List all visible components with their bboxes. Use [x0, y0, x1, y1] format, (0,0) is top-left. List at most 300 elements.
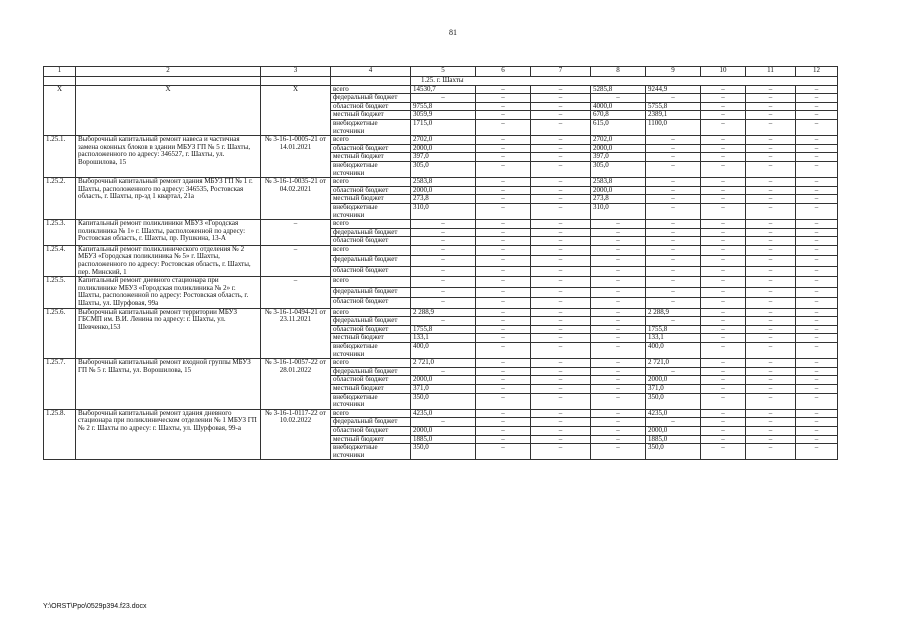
value-cell: –	[531, 119, 591, 135]
value-cell: –	[476, 376, 531, 385]
column-header: 10	[701, 67, 746, 77]
value-cell: –	[531, 393, 591, 409]
value-cell: –	[476, 220, 531, 229]
value-cell: –	[746, 203, 796, 219]
value-cell: 4000,0	[591, 102, 646, 111]
value-cell: –	[476, 384, 531, 393]
value-cell: –	[796, 186, 838, 195]
value-cell: –	[746, 220, 796, 229]
funding-source: всего	[331, 220, 411, 229]
value-cell: –	[476, 367, 531, 376]
column-header: 5	[411, 67, 476, 77]
value-cell: –	[746, 178, 796, 187]
value-cell: –	[591, 245, 646, 255]
value-cell: –	[746, 334, 796, 343]
value-cell: 273,8	[411, 195, 476, 204]
value-cell: –	[746, 298, 796, 308]
value-cell: 305,0	[591, 161, 646, 177]
value-cell: –	[531, 384, 591, 393]
funding-source: всего	[331, 409, 411, 418]
value-cell: –	[411, 220, 476, 229]
funding-source: всего	[331, 178, 411, 187]
value-cell: –	[411, 266, 476, 276]
value-cell: –	[746, 256, 796, 266]
value-cell: –	[476, 153, 531, 162]
value-cell: –	[701, 228, 746, 237]
value-cell: –	[476, 325, 531, 334]
table-body	[44, 67, 838, 460]
value-cell: 1755,8	[411, 325, 476, 334]
value-cell: –	[746, 435, 796, 444]
value-cell: –	[531, 228, 591, 237]
value-cell: –	[646, 94, 701, 103]
value-cell: –	[531, 325, 591, 334]
value-cell: –	[796, 85, 838, 94]
value-cell: –	[476, 102, 531, 111]
value-cell: –	[701, 111, 746, 120]
column-header: 2	[76, 67, 261, 77]
value-cell: 133,1	[411, 334, 476, 343]
value-cell: –	[746, 367, 796, 376]
value-cell: 2 288,9	[411, 308, 476, 317]
value-cell: 350,0	[411, 393, 476, 409]
value-cell: –	[531, 161, 591, 177]
value-cell: –	[646, 186, 701, 195]
value-cell: 14530,7	[411, 85, 476, 94]
value-cell: –	[531, 359, 591, 368]
funding-source: областной бюджет	[331, 376, 411, 385]
value-cell: –	[746, 153, 796, 162]
value-cell: –	[796, 444, 838, 460]
funding-source: всего	[331, 359, 411, 368]
value-cell: –	[646, 266, 701, 276]
value-cell: –	[531, 220, 591, 229]
value-cell: –	[591, 220, 646, 229]
funding-source: областной бюджет	[331, 298, 411, 308]
value-cell: –	[746, 119, 796, 135]
value-cell: –	[646, 195, 701, 204]
value-cell: –	[646, 136, 701, 145]
value-cell: –	[531, 277, 591, 287]
value-cell: –	[746, 287, 796, 297]
value-cell: –	[531, 376, 591, 385]
value-cell: –	[796, 256, 838, 266]
value-cell: –	[411, 367, 476, 376]
value-cell: –	[796, 220, 838, 229]
value-cell: –	[411, 418, 476, 427]
value-cell: –	[796, 343, 838, 359]
item-description: Выборочный капитальный ремонт навеса и частичная замена оконных блоков в здании МБУЗ ГП № 5 г. Шахты, расположенного по адресу: 346527, г. Шахты, ул. Ворошилова, 15	[76, 136, 261, 178]
value-cell: –	[531, 298, 591, 308]
item-number: 1.25.2.	[44, 178, 76, 220]
value-cell: –	[646, 228, 701, 237]
column-header: 8	[591, 67, 646, 77]
value-cell: 310,0	[591, 203, 646, 219]
value-cell: –	[746, 393, 796, 409]
column-header: 7	[531, 67, 591, 77]
table-row	[44, 245, 838, 255]
value-cell: –	[531, 136, 591, 145]
item-description: Капитальный ремонт дневного стационара при поликлинике МБУЗ «Городская поликлиника № 2» г. Шахты, расположенной по адресу: Ростовская область, г. Шахты, ул. Шурфовая, 99а	[76, 277, 261, 308]
table-row	[44, 409, 838, 418]
value-cell: –	[796, 393, 838, 409]
value-cell: –	[411, 298, 476, 308]
value-cell: –	[531, 203, 591, 219]
value-cell: –	[476, 287, 531, 297]
value-cell: –	[531, 153, 591, 162]
table-row	[44, 85, 838, 94]
value-cell: –	[796, 426, 838, 435]
value-cell: 2000,0	[411, 186, 476, 195]
value-cell: –	[531, 334, 591, 343]
value-cell: –	[701, 178, 746, 187]
funding-source: областной бюджет	[331, 266, 411, 276]
value-cell: –	[746, 94, 796, 103]
value-cell: –	[591, 435, 646, 444]
item-description: Капитальный ремонт поликлиники МБУЗ «Городская поликлиника № 1» г. Шахты, расположенной по адресу: Ростовская область, г. Шахты, пр. Пушкина, 13-А	[76, 220, 261, 246]
value-cell: –	[531, 308, 591, 317]
value-cell: –	[476, 444, 531, 460]
value-cell: –	[476, 237, 531, 246]
value-cell: –	[646, 277, 701, 287]
value-cell: –	[746, 444, 796, 460]
value-cell: –	[411, 277, 476, 287]
funding-source: местный бюджет	[331, 111, 411, 120]
column-header: 1	[44, 67, 76, 77]
value-cell: –	[796, 245, 838, 255]
value-cell: –	[646, 237, 701, 246]
item-document: –	[261, 277, 331, 308]
item-document: № 3-16-1-0494-21 от 23.11.2021	[261, 308, 331, 359]
value-cell: –	[646, 298, 701, 308]
value-cell: –	[646, 317, 701, 326]
value-cell: 397,0	[591, 153, 646, 162]
value-cell: –	[701, 384, 746, 393]
funding-source: областной бюджет	[331, 325, 411, 334]
value-cell: –	[531, 317, 591, 326]
item-number: 1.25.6.	[44, 308, 76, 359]
value-cell: 2 721,0	[646, 359, 701, 368]
value-cell: –	[591, 256, 646, 266]
value-cell: –	[701, 256, 746, 266]
value-cell: –	[476, 308, 531, 317]
item-number: 1.25.1.	[44, 136, 76, 178]
value-cell: –	[591, 298, 646, 308]
funding-source: федеральный бюджет	[331, 287, 411, 297]
value-cell: –	[746, 376, 796, 385]
value-cell: –	[646, 287, 701, 297]
value-cell: –	[476, 334, 531, 343]
value-cell: –	[531, 266, 591, 276]
value-cell: –	[531, 409, 591, 418]
funding-source: федеральный бюджет	[331, 94, 411, 103]
value-cell: –	[476, 245, 531, 255]
value-cell: 273,8	[591, 195, 646, 204]
item-description: Капитальный ремонт поликлинического отделения № 2 МБУЗ «Городская поликлиника № 5» г. Шахты, расположенного по адресу: Ростовская область, г. Шахты, пер. Минский, 1	[76, 245, 261, 276]
value-cell: –	[796, 367, 838, 376]
funding-source: федеральный бюджет	[331, 317, 411, 326]
value-cell: 305,0	[411, 161, 476, 177]
value-cell: –	[531, 195, 591, 204]
value-cell: –	[701, 186, 746, 195]
value-cell: –	[531, 256, 591, 266]
funding-source: внебюджетные источники	[331, 161, 411, 177]
value-cell: –	[531, 426, 591, 435]
value-cell: 371,0	[411, 384, 476, 393]
value-cell: –	[531, 237, 591, 246]
column-header: 9	[646, 67, 701, 77]
value-cell: 9755,8	[411, 102, 476, 111]
page-number: 81	[449, 28, 457, 37]
value-cell: –	[476, 228, 531, 237]
value-cell: 5755,8	[646, 102, 701, 111]
value-cell: –	[701, 376, 746, 385]
funding-source: областной бюджет	[331, 144, 411, 153]
value-cell: 1885,0	[411, 435, 476, 444]
value-cell: –	[746, 195, 796, 204]
value-cell: –	[646, 367, 701, 376]
funding-source: внебюджетные источники	[331, 203, 411, 219]
funding-source: всего	[331, 136, 411, 145]
value-cell: –	[531, 435, 591, 444]
item-document: № 3-16-1-0057-22 от 28.01.2022	[261, 359, 331, 410]
value-cell: –	[746, 359, 796, 368]
value-cell: –	[796, 178, 838, 187]
value-cell: –	[796, 94, 838, 103]
value-cell: –	[591, 287, 646, 297]
value-cell: –	[476, 203, 531, 219]
value-cell: –	[476, 409, 531, 418]
item-number: 1.25.5.	[44, 277, 76, 308]
value-cell: –	[476, 161, 531, 177]
section-title-row	[44, 77, 838, 86]
value-cell: –	[701, 409, 746, 418]
value-cell: –	[746, 228, 796, 237]
value-cell: 4235,0	[646, 409, 701, 418]
value-cell: –	[476, 144, 531, 153]
value-cell: –	[411, 317, 476, 326]
value-cell: –	[701, 298, 746, 308]
value-cell: –	[591, 409, 646, 418]
value-cell: –	[796, 102, 838, 111]
value-cell: –	[476, 343, 531, 359]
value-cell: –	[701, 435, 746, 444]
value-cell: –	[476, 359, 531, 368]
column-header: 4	[331, 67, 411, 77]
funding-source: местный бюджет	[331, 384, 411, 393]
value-cell: –	[531, 418, 591, 427]
value-cell: –	[591, 359, 646, 368]
value-cell: –	[746, 384, 796, 393]
item-document: Х	[261, 85, 331, 136]
item-number: 1.25.8.	[44, 409, 76, 460]
value-cell: –	[646, 256, 701, 266]
value-cell: –	[701, 245, 746, 255]
value-cell: –	[476, 256, 531, 266]
column-header: 12	[796, 67, 838, 77]
value-cell: –	[531, 367, 591, 376]
funding-source: внебюджетные источники	[331, 343, 411, 359]
value-cell: –	[476, 426, 531, 435]
value-cell: –	[701, 119, 746, 135]
funding-source: федеральный бюджет	[331, 367, 411, 376]
value-cell: –	[746, 111, 796, 120]
funding-source: внебюджетные источники	[331, 444, 411, 460]
value-cell: –	[476, 317, 531, 326]
value-cell: 350,0	[646, 393, 701, 409]
value-cell: –	[531, 144, 591, 153]
value-cell: –	[746, 308, 796, 317]
funding-source: всего	[331, 245, 411, 255]
value-cell: –	[746, 266, 796, 276]
value-cell: –	[746, 245, 796, 255]
value-cell: –	[701, 308, 746, 317]
item-number: X	[44, 85, 76, 136]
value-cell: –	[746, 136, 796, 145]
item-description: Выборочный капитальный ремонт здания МБУЗ ГП № 1 г. Шахты, расположенного по адресу: 346535, Ростовская область, г. Шахты, пр-зд 1 квартал, 21а	[76, 178, 261, 220]
value-cell: –	[796, 308, 838, 317]
value-cell: –	[591, 384, 646, 393]
item-document: № 3-16-1-0005-21 от 14.01.2021	[261, 136, 331, 178]
column-header: 3	[261, 67, 331, 77]
value-cell: –	[701, 325, 746, 334]
value-cell: 133,1	[646, 334, 701, 343]
value-cell: –	[796, 153, 838, 162]
value-cell: –	[476, 195, 531, 204]
value-cell: –	[476, 94, 531, 103]
table-row	[44, 308, 838, 317]
value-cell: –	[476, 435, 531, 444]
value-cell: –	[646, 245, 701, 255]
value-cell: 371,0	[646, 384, 701, 393]
value-cell: –	[531, 85, 591, 94]
value-cell: –	[531, 111, 591, 120]
value-cell: –	[476, 393, 531, 409]
table-row	[44, 220, 838, 229]
item-description: Х	[76, 85, 261, 136]
value-cell: –	[701, 343, 746, 359]
item-number: 1.25.7.	[44, 359, 76, 410]
value-cell: –	[646, 153, 701, 162]
funding-source: всего	[331, 85, 411, 94]
value-cell: 670,8	[591, 111, 646, 120]
value-cell: –	[796, 334, 838, 343]
value-cell: 2000,0	[411, 144, 476, 153]
item-number: 1.25.3.	[44, 220, 76, 246]
value-cell: –	[591, 277, 646, 287]
value-cell: –	[701, 334, 746, 343]
value-cell: 3059,9	[411, 111, 476, 120]
value-cell: –	[531, 245, 591, 255]
column-header: 11	[746, 67, 796, 77]
item-description: Выборочный капитальный ремонт территории МБУЗ ГБСМП им. В.И. Ленина по адресу: г. Шахты, ул. Шевченко,153	[76, 308, 261, 359]
value-cell: –	[531, 444, 591, 460]
value-cell: 2000,0	[646, 376, 701, 385]
funding-source: местный бюджет	[331, 195, 411, 204]
value-cell: –	[796, 161, 838, 177]
value-cell: –	[531, 178, 591, 187]
value-cell: –	[796, 277, 838, 287]
funding-source: местный бюджет	[331, 153, 411, 162]
value-cell: –	[591, 308, 646, 317]
value-cell: –	[796, 384, 838, 393]
value-cell: –	[476, 119, 531, 135]
value-cell: –	[646, 144, 701, 153]
value-cell: –	[411, 245, 476, 255]
value-cell: –	[591, 426, 646, 435]
value-cell: –	[796, 203, 838, 219]
funding-source: внебюджетные источники	[331, 119, 411, 135]
value-cell: –	[701, 153, 746, 162]
table-row	[44, 359, 838, 368]
value-cell: –	[591, 376, 646, 385]
value-cell: –	[701, 426, 746, 435]
value-cell: –	[746, 161, 796, 177]
value-cell: –	[701, 136, 746, 145]
column-number-row	[44, 67, 838, 77]
funding-source: местный бюджет	[331, 435, 411, 444]
value-cell: –	[476, 186, 531, 195]
table-row	[44, 277, 838, 287]
value-cell: –	[476, 266, 531, 276]
value-cell: –	[701, 237, 746, 246]
value-cell: –	[701, 393, 746, 409]
item-document: –	[261, 220, 331, 246]
value-cell: –	[591, 444, 646, 460]
value-cell: –	[701, 277, 746, 287]
value-cell: –	[591, 325, 646, 334]
value-cell: –	[746, 277, 796, 287]
value-cell: –	[476, 136, 531, 145]
value-cell: –	[746, 409, 796, 418]
value-cell: –	[746, 418, 796, 427]
value-cell: –	[531, 102, 591, 111]
value-cell: –	[591, 367, 646, 376]
value-cell: 350,0	[646, 444, 701, 460]
funding-source: федеральный бюджет	[331, 256, 411, 266]
value-cell: 400,0	[646, 343, 701, 359]
value-cell: –	[411, 228, 476, 237]
funding-source: областной бюджет	[331, 102, 411, 111]
value-cell: –	[591, 343, 646, 359]
item-document: –	[261, 245, 331, 276]
value-cell: –	[646, 203, 701, 219]
value-cell: –	[701, 102, 746, 111]
value-cell: –	[531, 186, 591, 195]
value-cell: –	[746, 426, 796, 435]
item-document: № 3-16-1-0117-22 от 10.02.2022	[261, 409, 331, 460]
item-number: 1.25.4.	[44, 245, 76, 276]
value-cell: 2000,0	[646, 426, 701, 435]
value-cell: 1715,0	[411, 119, 476, 135]
value-cell: –	[746, 102, 796, 111]
value-cell: –	[646, 161, 701, 177]
value-cell: –	[591, 237, 646, 246]
value-cell: 2000,0	[411, 426, 476, 435]
column-header: 6	[476, 67, 531, 77]
value-cell: –	[796, 266, 838, 276]
value-cell: –	[646, 178, 701, 187]
value-cell: –	[701, 359, 746, 368]
value-cell: –	[796, 325, 838, 334]
value-cell: –	[701, 161, 746, 177]
funding-source: федеральный бюджет	[331, 228, 411, 237]
value-cell: –	[796, 298, 838, 308]
value-cell: –	[701, 94, 746, 103]
value-cell: –	[796, 317, 838, 326]
value-cell: –	[411, 237, 476, 246]
value-cell: –	[531, 94, 591, 103]
